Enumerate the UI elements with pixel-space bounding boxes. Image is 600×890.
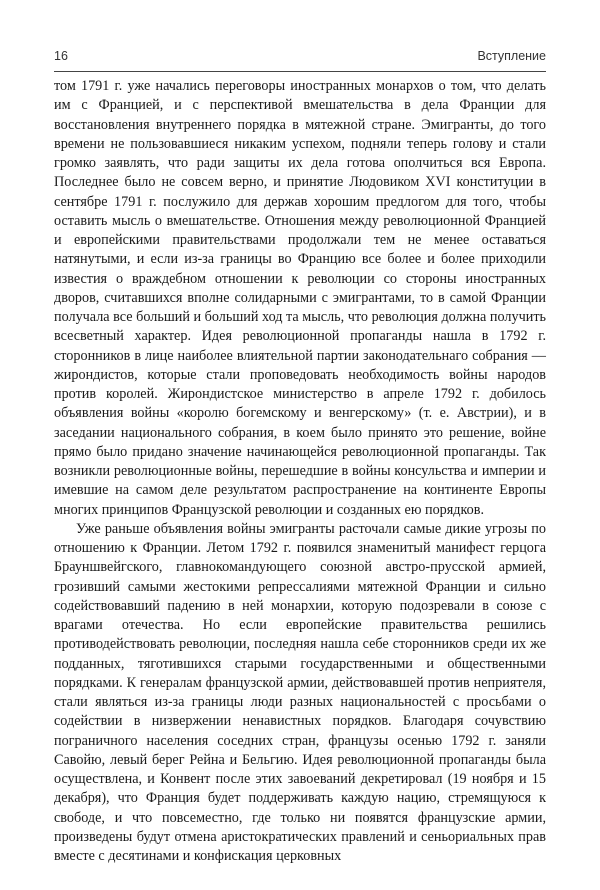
section-title: Вступление: [477, 49, 546, 63]
running-header: [54, 49, 546, 69]
paragraph: Уже раньше объявления войны эмигранты расточали самые дикие угрозы по отношению к Франции. Летом 1792 г. появился знаменитый манифест герцога Брауншвейгского, главнокомандующего союзной австро-прусской армией, грозивший самыми жестокими репрессалиями мятежной Франции и сильно содействовавший падению в ней монархии, которую подозревали в союзе с врагами отечества. Но если европейские правительства решились противодействовать революции, последняя нашла себе сторонников среди их же подданных, тяготившихся старыми государственными и общественными порядками. К генералам французской армии, действовавшей против неприятеля, стали являться из-за границы люди разных национальностей с просьбами о содействии в низвержении ненавистных порядков. Благодаря сочувствию пограничного населения соседних стран, французы осенью 1792 г. заняли Савойю, левый берег Рейна и Бельгию. Идея революционной пропаганды была осуществлена, и Конвент после этих завоеваний декретировал (19 ноября и 15 декабря), что Франция будет поддерживать каждую нацию, стремящуюся к свободе, и что повсеместно, где только ни появятся французские армии, произведены будут отмена аристократических правлений и сеньориальных прав вместе с десятинами и конфискация церковных: [54, 520, 546, 864]
page-number: 16: [54, 49, 68, 63]
body-text: [54, 77, 546, 866]
header-rule: [54, 71, 546, 72]
paragraph-continued: том 1791 г. уже начались переговоры иностранных монархов о том, что делать им с Францией, и с перспективой вмешательства в дела Франции для восстановления внутреннего порядка в мятежной стране. Эмигранты, до того времени не пользовавшиеся никаким успехом, подняли теперь голову и стали громко заявлять, что ради защиты их дела готова ополчиться вся Европа. Последнее было не совсем верно, и принятие Людовиком XVI конституции в сентябре 1791 г. послужило для держав хорошим предлогом для того, чтобы оставить мысль о вмешательстве. Отношения между революционной Францией и европейскими правительствами продолжали тем не менее оставаться натянутыми, и если из-за границы во Францию все более и более приходили известия о враждебном отношении к революции со стороны иностранных дворов, считавшихся вполне солидарными с эмигрантами, то в самой Франции получала все больший и больший ход та мысль, что революция должна получить всесветный характер. Идея революционной пропаганды нашла в 1792 г. сторонников в лице наиболее влиятельной партии законодательнаго собрания — жирондистов, которые стали проповедовать необходимость войны народов против королей. Жирондистское министерство в апреле 1792 г. добилось объявления войны «королю богемскому и венгерскому» (т. е. Австрии), и в заседании национального собрания, в коем было принято это решение, войне прямо было придано значение начинающейся революционной пропаганды. Так возникли революционные войны, перешедшие в войны консульства и империи и имевшие на самом деле результатом распространение на континенте Европы многих принципов Французской революции и созданных ею порядков.: [54, 78, 546, 518]
